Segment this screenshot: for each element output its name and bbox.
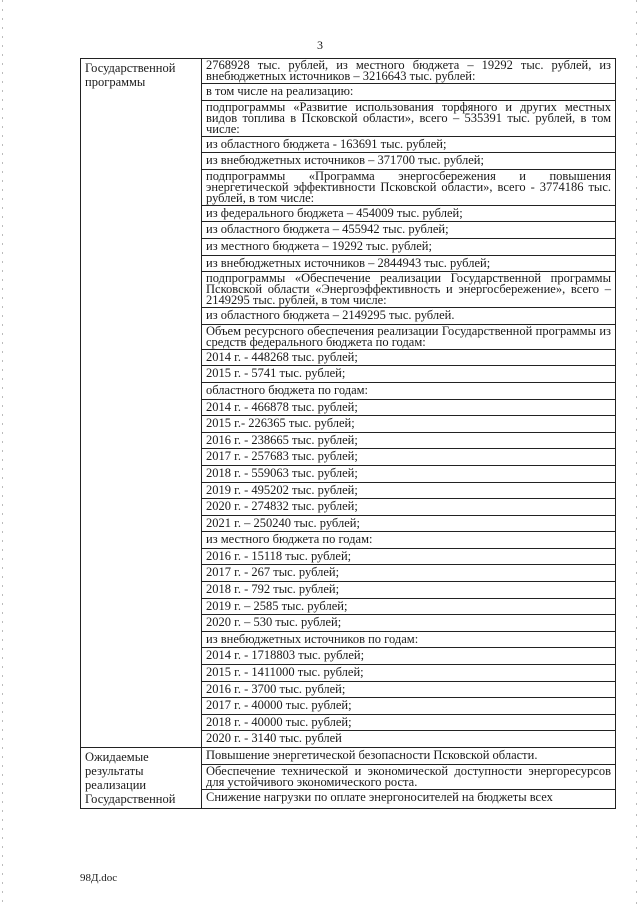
list-item: 2017 г. - 267 тыс. рублей;	[202, 565, 615, 582]
footer-filename: 98Д.doc	[80, 872, 118, 884]
row-content-funding	[202, 59, 616, 748]
list-item: 2017 г. - 257683 тыс. рублей;	[202, 449, 615, 466]
row-content-results	[202, 748, 616, 809]
row-label-program: Государственной программы	[81, 59, 202, 748]
list-item: 2019 г. - 495202 тыс. рублей;	[202, 483, 615, 500]
list-item: 2016 г. - 3700 тыс. рублей;	[202, 682, 615, 699]
scan-edge-right	[636, 0, 637, 905]
list-item: областного бюджета по годам:	[202, 383, 615, 400]
list-item: из областного бюджета - 163691 тыс. рублей;	[202, 137, 615, 154]
list-item: из областного бюджета – 2149295 тыс. рублей.	[202, 308, 615, 325]
list-item: 2020 г. - 274832 тыс. рублей;	[202, 499, 615, 516]
list-item: подпрограммы «Обеспечение реализации Государственной программы Псковской области «Энергоэффективность и энергосбережение», всего – 2149295 тыс. рублей, в том числе:	[202, 272, 615, 308]
list-item: 2020 г. – 530 тыс. рублей;	[202, 615, 615, 632]
list-item: 2015 г. - 5741 тыс. рублей;	[202, 366, 615, 383]
list-item: из местного бюджета – 19292 тыс. рублей;	[202, 239, 615, 256]
list-item: 2018 г. - 40000 тыс. рублей;	[202, 715, 615, 732]
list-item: подпрограммы «Программа энергосбережения и повышения энергетической эффективности Псковской области», всего - 3774186 тыс. рублей, в том числе:	[202, 170, 615, 206]
list-item: 2018 г. - 792 тыс. рублей;	[202, 582, 615, 599]
list-item: 2015 г. - 1411000 тыс. рублей;	[202, 665, 615, 682]
list-item: из федерального бюджета – 454009 тыс. рублей;	[202, 206, 615, 223]
list-item: 2018 г. - 559063 тыс. рублей;	[202, 466, 615, 483]
list-item: подпрограммы «Развитие использования торфяного и других местных видов топлива в Псковской области», всего – 535391 тыс. рублей, в том числе:	[202, 101, 615, 137]
list-item: из внебюджетных источников – 2844943 тыс. рублей;	[202, 256, 615, 273]
list-item: 2020 г. - 3140 тыс. рублей	[206, 731, 342, 746]
page-number: 3	[317, 38, 323, 52]
table-row-funding	[81, 59, 616, 748]
list-item: Обеспечение технической и экономической доступности энергоресурсов для устойчивого экономического роста.	[202, 765, 615, 790]
list-item: 2015 г.- 226365 тыс. рублей;	[202, 416, 615, 433]
list-item: 2016 г. - 238665 тыс. рублей;	[202, 433, 615, 450]
program-passport-table	[80, 58, 616, 809]
list-item: из внебюджетных источников по годам:	[202, 632, 615, 649]
list-item: 2019 г. – 2585 тыс. рублей;	[202, 599, 615, 616]
list-item: 2014 г. - 448268 тыс. рублей;	[202, 350, 615, 367]
list-item: 2021 г. – 250240 тыс. рублей;	[202, 516, 615, 533]
list-item: Снижение нагрузки по оплате энергоносителей на бюджеты всех	[206, 789, 553, 804]
list-item: 2017 г. - 40000 тыс. рублей;	[202, 698, 615, 715]
list-item: 2014 г. - 1718803 тыс. рублей;	[202, 648, 615, 665]
list-item: Повышение энергетической безопасности Псковской области.	[202, 748, 615, 765]
list-item: 2014 г. - 466878 тыс. рублей;	[202, 400, 615, 417]
list-item: из внебюджетных источников – 371700 тыс. рублей;	[202, 153, 615, 170]
list-item: Объем ресурсного обеспечения реализации Государственной программы из средств федерального бюджета по годам:	[202, 325, 615, 350]
scan-edge-left	[2, 0, 3, 905]
table-row-expected-results	[81, 748, 616, 809]
row-label-expected-results: Ожидаемые результаты реализации Государственной	[81, 748, 202, 809]
list-item: 2768928 тыс. рублей, из местного бюджета – 19292 тыс. рублей, из внебюджетных источников – 3216643 тыс. рублей:	[202, 59, 615, 84]
list-item: 2016 г. - 15118 тыс. рублей;	[202, 549, 615, 566]
list-item: в том числе на реализацию:	[202, 84, 615, 101]
list-item: из областного бюджета – 455942 тыс. рублей;	[202, 222, 615, 239]
list-item: из местного бюджета по годам:	[202, 532, 615, 549]
